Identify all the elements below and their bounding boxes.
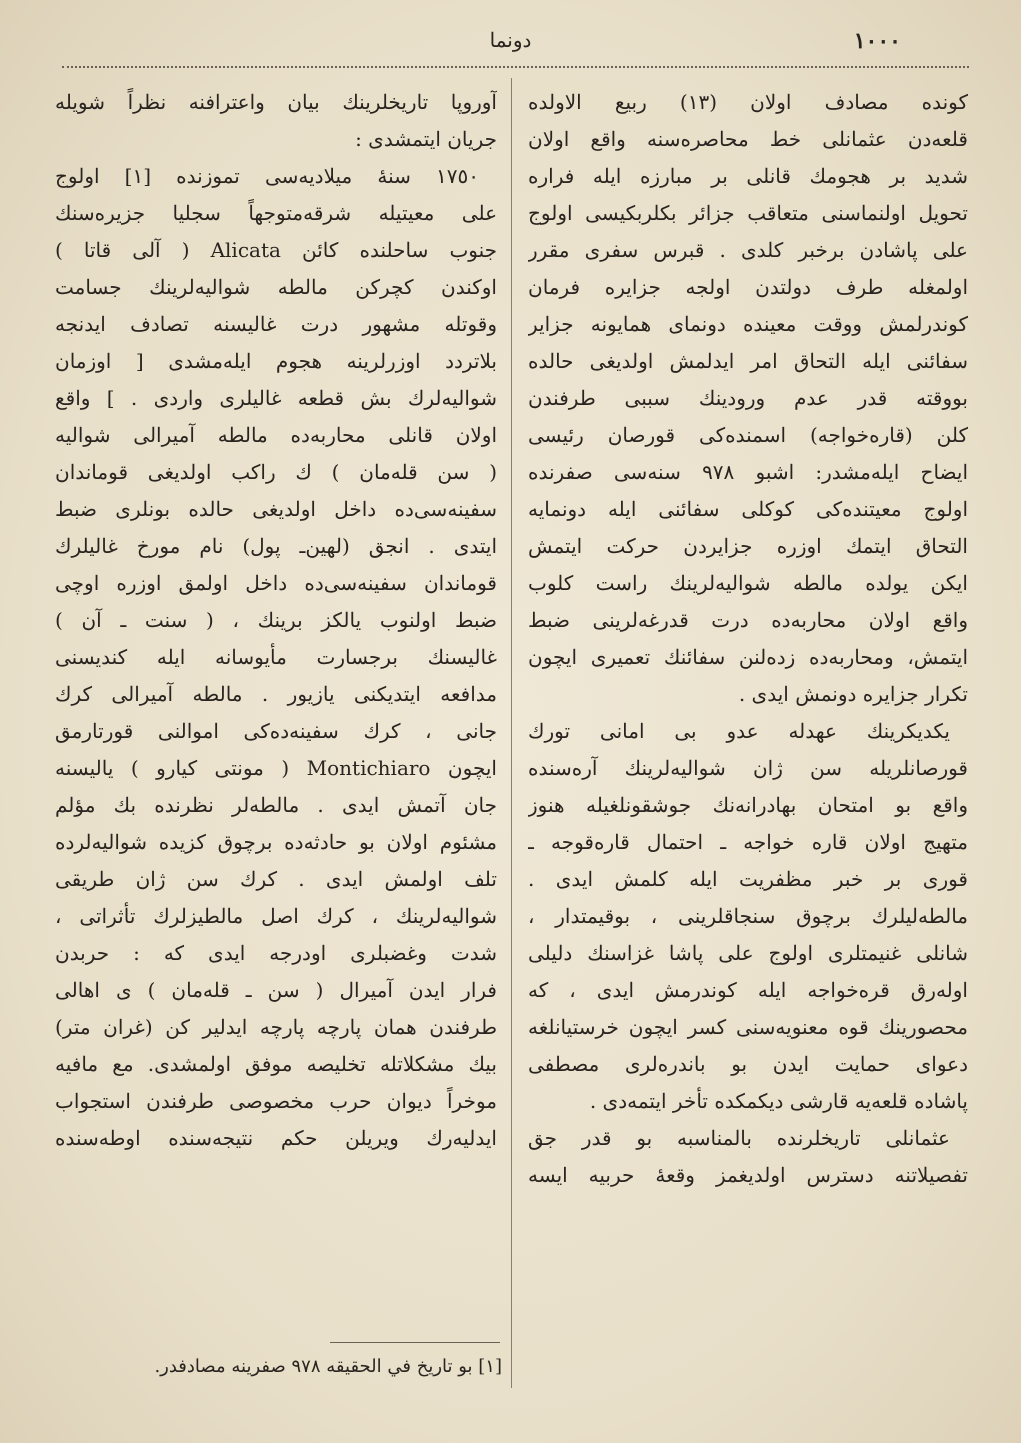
text-line: كلن (قاره‌خواجه) اسمنده‌كى قورصان رئيسى [528, 423, 968, 447]
text-line: قورى بر خبر مظفريت ايله كلمش ايدى . [528, 867, 968, 891]
page-header [60, 28, 961, 64]
text-line: عثمانلى تاريخلرنده بالمناسبه بو قدر جق [528, 1126, 950, 1150]
text-line: قورصانلريله سن ژان شواليه‌لرينك آره‌سنده [528, 756, 968, 780]
left-column [55, 84, 497, 1157]
text-line: ايدليه‌رك ويريلن حكم نتيجه‌سنده اوطه‌سنده [55, 1126, 497, 1150]
text-line: ايضاح ايله‌مشدر: اشبو ٩٧٨ سنه‌سى صفرنده [528, 460, 968, 484]
footnote: [١] بو تاريخ في الحقيقه ٩٧٨ صفرينه مصادفدر. [154, 1356, 502, 1377]
text-line: ايچون Montichiaro ( مونتى كيارو ) ياليسنه [55, 756, 497, 780]
text-line: شواليه‌لرك بش قطعه غاليلرى واردى . ] واقع [55, 386, 497, 410]
text-line: تحويل اولنماسنى متعاقب جزائر بكلربكيسى اولوج [528, 201, 968, 225]
text-line: ايتدى . انجق (لهين‌ـ پول) نام مورخ غاليلرك [55, 534, 497, 558]
text-line: اوله‌رق قره‌خواجه ايله كوندرمش ايدى ، كه [528, 978, 968, 1002]
text-line: التحاق ايتمك اوزره جزايردن حركت ايتمش [528, 534, 968, 558]
text-line: ايكن يولده مالطه شواليه‌لرينك راست كلوب [528, 571, 968, 595]
text-line: بووقته قدر عدم ورودينك سببى طرفندن [528, 386, 968, 410]
text-line: طرفندن همان پارچه پارچه ايدلير كن (غران متر) [55, 1015, 497, 1039]
text-line: دعواى حمايت ايدن بو باندره‌لرى مصطفى [528, 1052, 968, 1076]
text-line: تفصيلاتنه دسترس اولديغمز وقعهٔ حربيه ايسه [528, 1163, 968, 1187]
text-line: بلاتردد اوزرلرينه هجوم ايله‌مشدى [ اوزمان [55, 349, 497, 373]
header-rule [62, 66, 969, 68]
text-line: پاشاده قلعه‌يه قارشى ديكمكده تأخر ايتمه‌دى . [589, 1089, 968, 1113]
text-line: تلف اولمش ايدى . كرك سن ژان طريقى [55, 867, 497, 891]
text-line: على معيتيله شرقه‌متوجهاً سجليا جزيره‌سنك [55, 201, 497, 225]
text-line: بيك مشكلاتله تخليصه موفق اولمشدى. مع مافيه [55, 1052, 497, 1076]
text-line: واقع بو امتحان بهادرانه‌نك جوشقونلغيله هنوز [528, 793, 968, 817]
text-line: وقوتله مشهور درت غاليسنه تصادف ايدنجه [55, 312, 497, 336]
text-line: كونده مصادف اولان (١٣) ربيع الاولده [528, 90, 968, 114]
text-line: جان آتمش ايدى . مالطه‌لر نظرنده بك مؤلم [55, 793, 497, 817]
text-line: موخراً ديوان حرب مخصوصى طرفندن استجواب [55, 1089, 497, 1113]
text-line: شواليه‌لرينك ، كرك اصل مالطيزلرك تأثراتى ، [55, 904, 497, 928]
text-line: سفائنى ايله التحاق امر ايدلمش اولديغى حالده [528, 349, 968, 373]
text-line: متهيج اولان قاره خواجه ـ احتمال قاره‌قوجه ـ [528, 830, 968, 854]
text-line: محصورينك قوه معنويه‌سنى كسر ايچون خرستيانلغه [528, 1015, 968, 1039]
text-line: اوكندن كچركن مالطه شواليه‌لرينك جسامت [55, 275, 497, 299]
text-line: شدت وغضبلرى اودرجه ايدى كه : حربدن [55, 941, 497, 965]
footnote-rule [330, 1342, 500, 1343]
text-line: جانى ، كرك سفينه‌ده‌كى اموالنى قورتارمق [55, 719, 497, 743]
text-line: ضبط اولنوب يالكز برينك ، ( سنت ـ آن ) [55, 608, 497, 632]
text-line: آوروپا تاريخلرينك بيان واعترافنه نظراً شويله [55, 90, 497, 114]
text-line: اولوج معيتنده‌كى كوكلى سفائنى ايله دونمايه [528, 497, 968, 521]
text-line: شديد بر هجومك قانلى بر مبارزه ايله فراره [528, 164, 968, 188]
text-line: ١٧٥٠ سنهٔ ميلاديه‌سى تموزنده [١] اولوج [55, 164, 479, 188]
text-line: مالطه‌ليلرك برچوق سنجاقلرينى ، بوقيمتدار ، [528, 904, 968, 928]
text-line: كوندرلمش ووقت معينده دونماى همايونه جزاير [528, 312, 968, 336]
right-column [528, 84, 968, 1194]
text-line: مشئوم اولان بو حادثه‌ده برچوق كزيده شواليه‌لرده [55, 830, 497, 854]
text-line: يكديكرينك عهدله عدو بى امانى تورك [528, 719, 950, 743]
text-line: سفينه‌سى‌ده داخل اولديغى حالده بونلرى ضبط [55, 497, 497, 521]
text-line: ايتمش، ومحاربه‌ده زده‌لنن سفائنك تعميرى ايچون [528, 645, 968, 669]
text-line: اولان قانلى محاربه‌ده مالطه آميرالى شواليه [55, 423, 497, 447]
column-divider [511, 78, 512, 1388]
text-line: قوماندان سفينه‌سى‌ده داخل اولمق اوزره اوچى [55, 571, 497, 595]
text-line: جريان ايتمشدى : [355, 127, 497, 151]
text-line: على پاشادن برخبر كلدى . قبرس سفرى مقرر [528, 238, 968, 262]
text-line: فرار ايدن آميرال ( سن ـ قله‌مان ) ى اهالى [55, 978, 497, 1002]
text-line: مدافعه ايتديكنى يازيور . مالطه آميرالى كرك [55, 682, 497, 706]
text-line: واقع اولان محاربه‌ده درت قدرغه‌لرينى ضبط [528, 608, 968, 632]
text-line: قلعه‌دن عثمانلى خط محاصره‌سنه واقع اولان [528, 127, 968, 151]
text-line: جنوب ساحلنده كائن Alicata ( آلى قاتا ) [55, 238, 497, 262]
text-line: شانلى غنيمتلرى اولوج على پاشا غزاسنك دليلى [528, 941, 968, 965]
text-line: تكرار جزايره دونمش ايدى . [738, 682, 968, 706]
text-line: غاليسنك برجسارت مأيوسانه ايله كنديسنى [55, 645, 497, 669]
page-number: ١٠٠٠ [853, 28, 901, 54]
running-title: دونما [489, 28, 532, 52]
text-line: اولمغله طرف دولتدن اولجه جزايره فرمان [528, 275, 968, 299]
text-line: ( سن قله‌مان ) ك راكب اولديغى قوماندان [55, 460, 497, 484]
